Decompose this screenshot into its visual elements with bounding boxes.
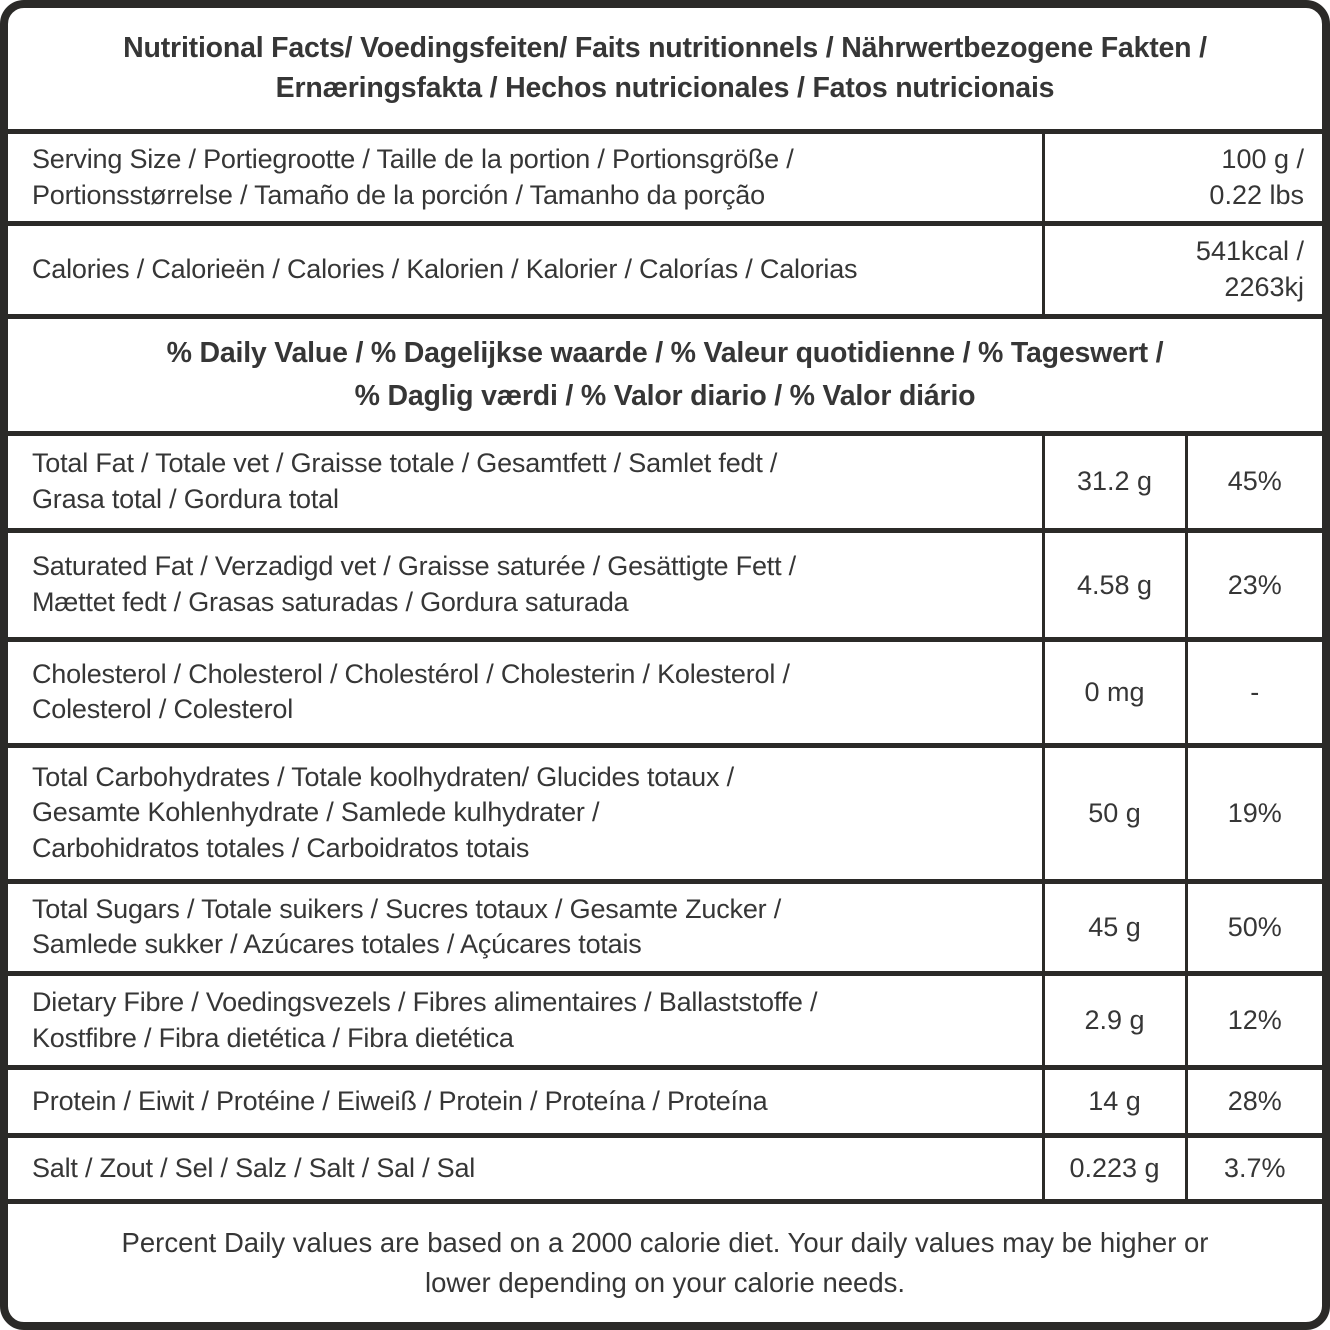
dietary-fibre-label: Dietary Fibre / Voedingsvezels / Fibres alimentaires / Ballaststoffe / Kostfibre / Fibra dietética / Fibra dietética xyxy=(8,973,1043,1067)
total-fat-daily-value: 45% xyxy=(1186,433,1322,530)
title-row xyxy=(8,8,1322,131)
total-sugars-amount: 45 g xyxy=(1043,881,1186,973)
daily-value-header: % Daily Value / % Dagelijkse waarde / % Valeur quotidienne / % Tageswert / % Daglig værdi / % Valor diario / % Valor diário xyxy=(8,316,1322,433)
table-row-salt xyxy=(8,1136,1322,1202)
total-fat-amount: 31.2 g xyxy=(1043,433,1186,530)
calories-row xyxy=(8,224,1322,316)
total-carbohydrates-daily-value: 19% xyxy=(1186,745,1322,881)
nutrition-table xyxy=(8,8,1322,1322)
saturated-fat-label: Saturated Fat / Verzadigd vet / Graisse saturée / Gesättigte Fett / Mættet fedt / Grasas saturadas / Gordura saturada xyxy=(8,531,1043,640)
footnote-row xyxy=(8,1202,1322,1322)
table-row-total-fat xyxy=(8,433,1322,530)
protein-daily-value: 28% xyxy=(1186,1068,1322,1136)
table-row-protein xyxy=(8,1068,1322,1136)
cholesterol-amount: 0 mg xyxy=(1043,639,1186,745)
table-row-cholesterol xyxy=(8,639,1322,745)
salt-label: Salt / Zout / Sel / Salz / Salt / Sal / Sal xyxy=(8,1136,1043,1202)
calories-value: 541kcal / 2263kj xyxy=(1043,224,1322,316)
salt-daily-value: 3.7% xyxy=(1186,1136,1322,1202)
total-carbohydrates-amount: 50 g xyxy=(1043,745,1186,881)
cholesterol-label: Cholesterol / Cholesterol / Cholestérol / Cholesterin / Kolesterol / Colesterol / Colesterol xyxy=(8,639,1043,745)
cholesterol-daily-value: - xyxy=(1186,639,1322,745)
table-row-total-carbohydrates xyxy=(8,745,1322,881)
table-row-total-sugars xyxy=(8,881,1322,973)
serving-size-value: 100 g / 0.22 lbs xyxy=(1043,131,1322,223)
protein-label: Protein / Eiwit / Protéine / Eiweiß / Protein / Proteína / Proteína xyxy=(8,1068,1043,1136)
table-row-dietary-fibre xyxy=(8,973,1322,1067)
total-carbohydrates-label: Total Carbohydrates / Totale koolhydraten/ Glucides totaux / Gesamte Kohlenhydrate / Samlede kulhydrater / Carbohidratos totales / Carboidratos totais xyxy=(8,745,1043,881)
saturated-fat-amount: 4.58 g xyxy=(1043,531,1186,640)
total-fat-label: Total Fat / Totale vet / Graisse totale / Gesamtfett / Samlet fedt / Grasa total / Gordura total xyxy=(8,433,1043,530)
dietary-fibre-amount: 2.9 g xyxy=(1043,973,1186,1067)
label-title: Nutritional Facts/ Voedingsfeiten/ Faits nutritionnels / Nährwertbezogene Fakten / Ernæringsfakta / Hechos nutricionales / Fatos nutricionais xyxy=(123,32,1207,105)
saturated-fat-daily-value: 23% xyxy=(1186,531,1322,640)
calories-label: Calories / Calorieën / Calories / Kalorien / Kalorier / Calorías / Calorias xyxy=(8,224,1043,316)
daily-value-footnote: Percent Daily values are based on a 2000 calorie diet. Your daily values may be higher or lower depending on your calorie needs. xyxy=(8,1202,1322,1322)
serving-size-label: Serving Size / Portiegrootte / Taille de la portion / Portionsgröße / Portionsstørrelse / Tamaño de la porción / Tamanho da porção xyxy=(8,131,1043,223)
total-sugars-label: Total Sugars / Totale suikers / Sucres totaux / Gesamte Zucker / Samlede sukker / Azúcares totales / Açúcares totais xyxy=(8,881,1043,973)
dietary-fibre-daily-value: 12% xyxy=(1186,973,1322,1067)
salt-amount: 0.223 g xyxy=(1043,1136,1186,1202)
daily-value-header-row xyxy=(8,316,1322,433)
protein-amount: 14 g xyxy=(1043,1068,1186,1136)
total-sugars-daily-value: 50% xyxy=(1186,881,1322,973)
table-row-saturated-fat xyxy=(8,531,1322,640)
serving-size-row xyxy=(8,131,1322,223)
